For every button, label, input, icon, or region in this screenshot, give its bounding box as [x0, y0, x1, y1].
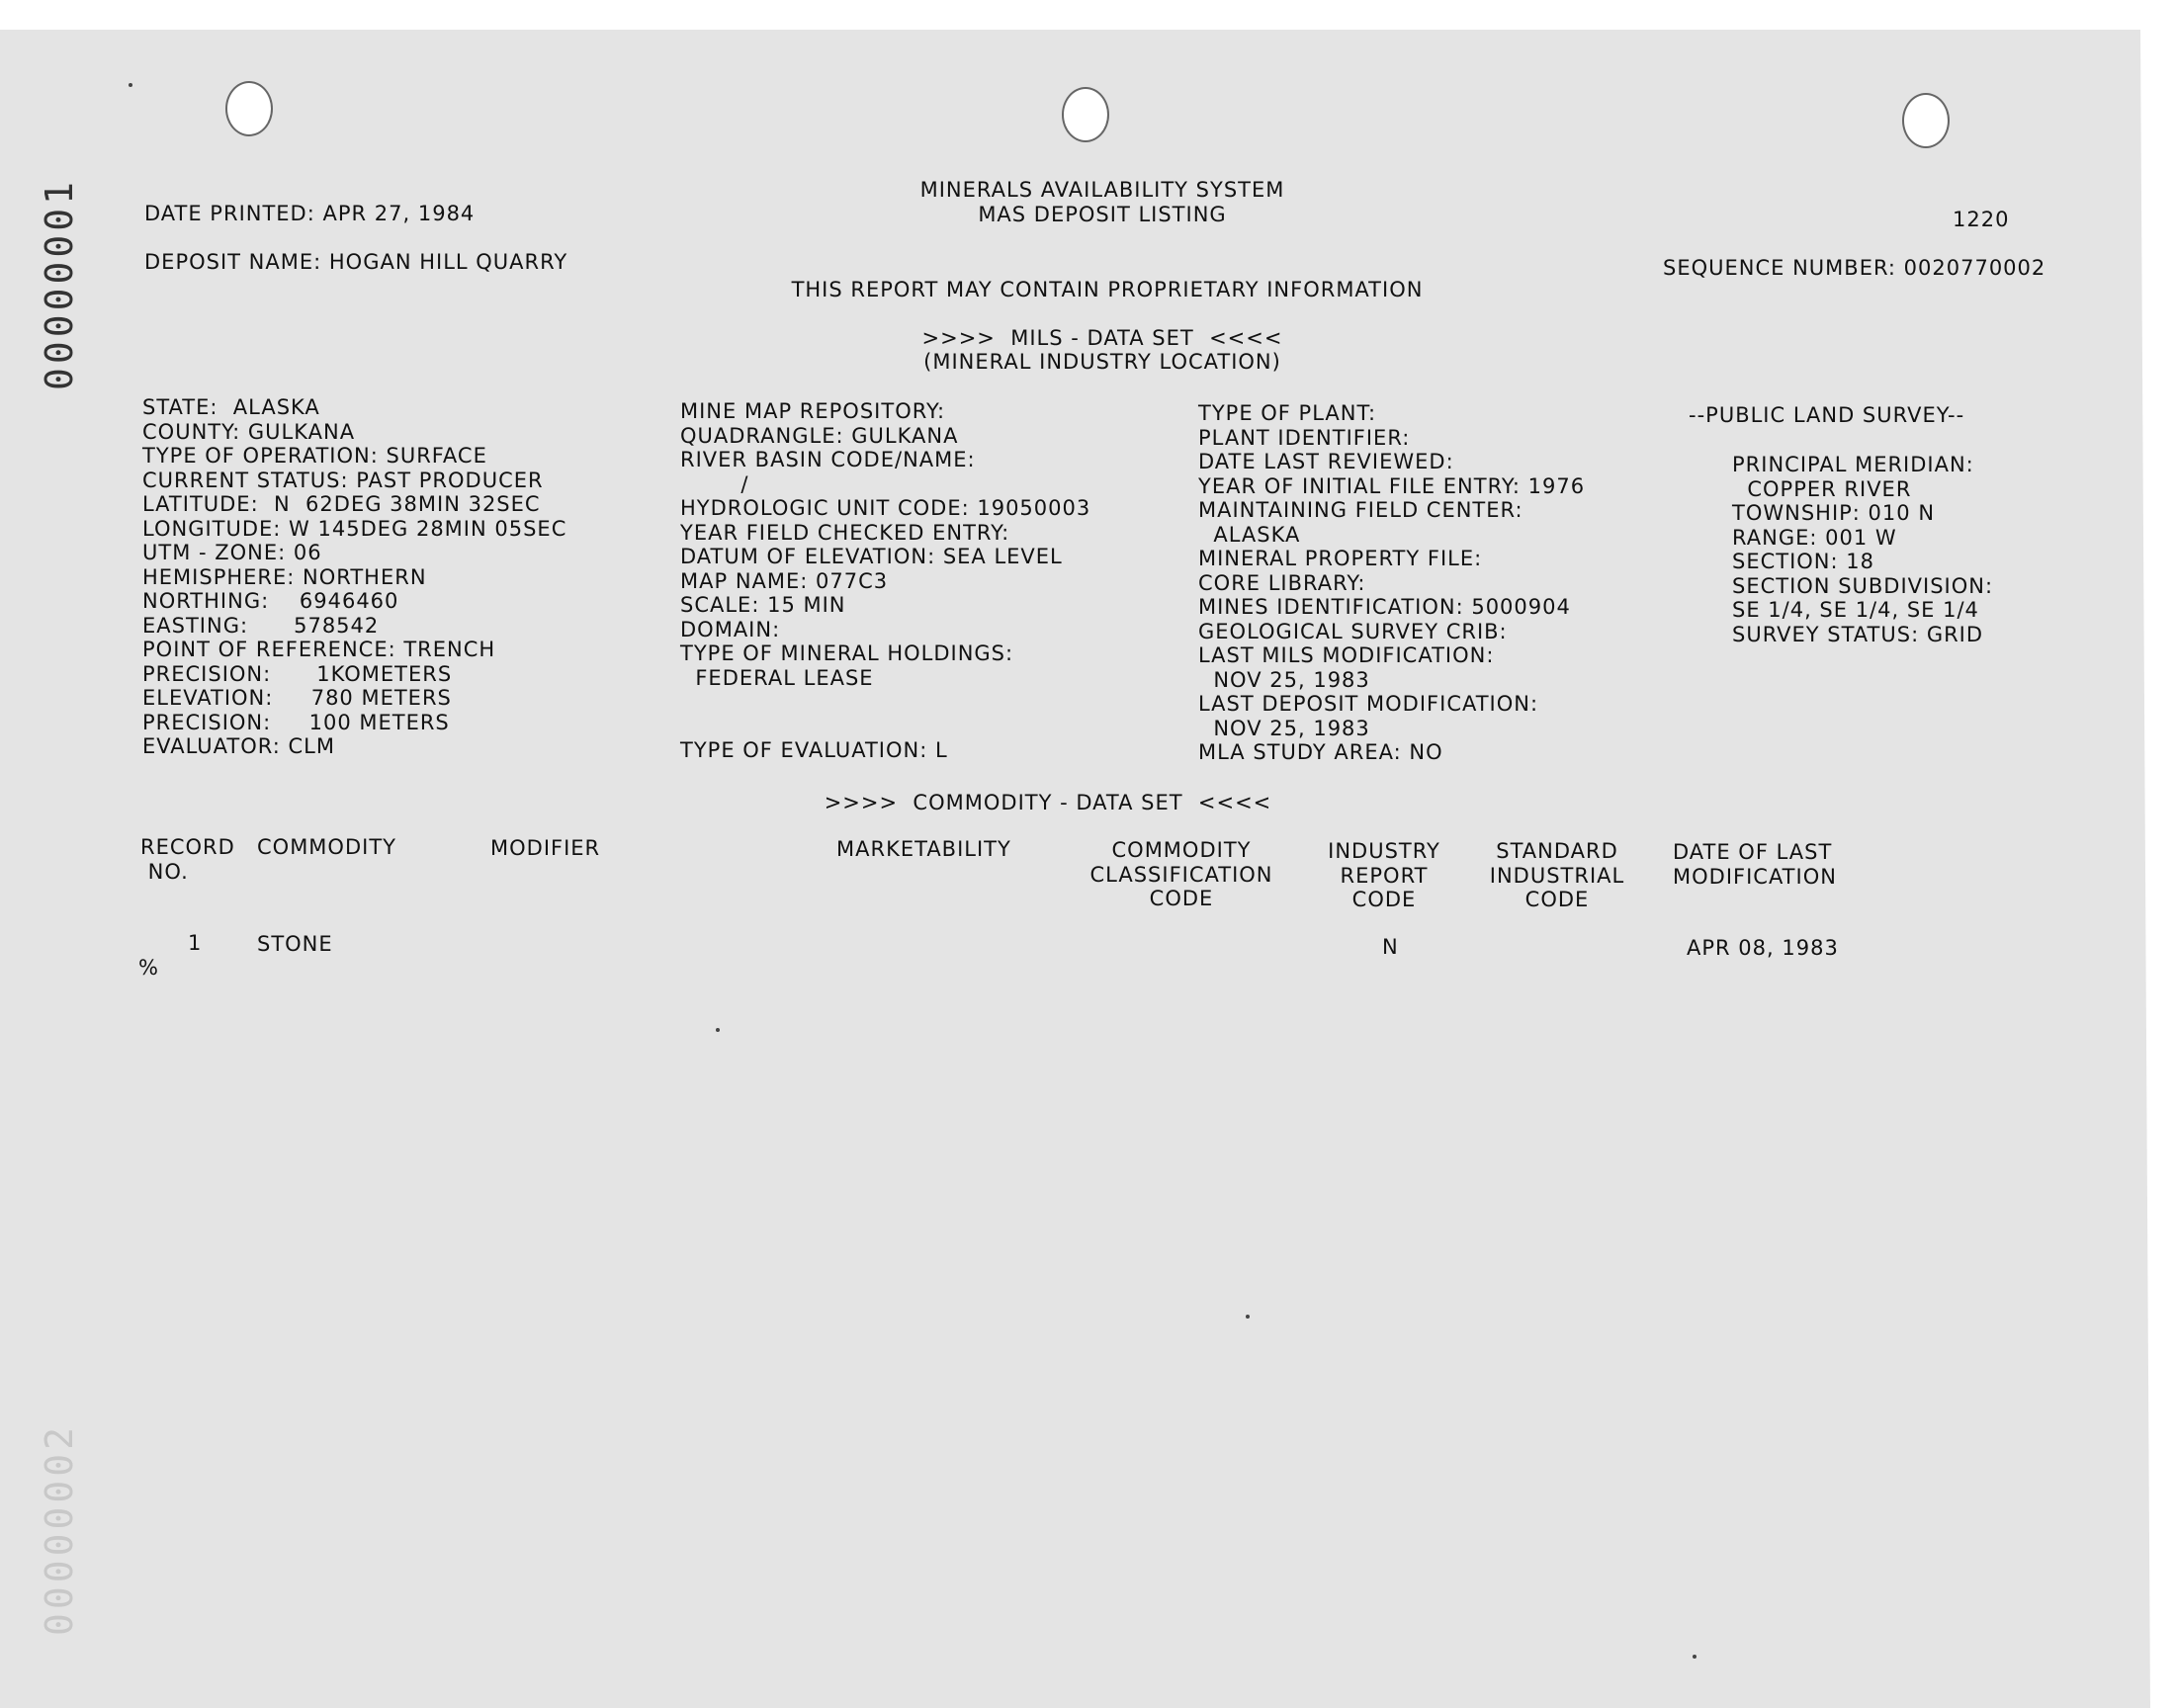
speck [1693, 1655, 1696, 1659]
punch-hole-left [225, 81, 273, 136]
page-number: 1220 [1953, 208, 2010, 231]
punch-hole-center [1062, 87, 1109, 142]
administrative-column: TYPE OF PLANT: PLANT IDENTIFIER: DATE LAST REVIEWED: YEAR OF INITIAL FILE ENTRY: 1976 MAINTAINING FIELD CENTER: ALASKA MINERAL PROPERTY FILE: CORE LIBRARY: MINES IDENTIFICATION: 5000904 GEOLOGICAL SURVEY CRIB: LAST MILS MODIFICATION: NOV 25, 1983 LAST DEPOSIT MODIFICATION: NOV 25, 1983 MLA STUDY AREA: NO [1198, 401, 1586, 764]
reference-column: MINE MAP REPOSITORY: QUADRANGLE: GULKANA RIVER BASIN CODE/NAME: / HYDROLOGIC UNIT CODE: 19050003 YEAR FIELD CHECKED ENTRY: DATUM OF ELEVATION: SEA LEVEL MAP NAME: 077C3 SCALE: 15 MIN DOMAIN: TYPE OF MINERAL HOLDINGS: FEDERAL LEASE TYPE OF EVALUATION: L [680, 399, 1091, 762]
sequence-number: SEQUENCE NUMBER: 0020770002 [1663, 256, 2046, 280]
mils-section-subtitle: (MINERAL INDUSTRY LOCATION) [923, 350, 1281, 374]
row-date: APR 08, 1983 [1687, 936, 1839, 960]
proprietary-notice: THIS REPORT MAY CONTAIN PROPRIETARY INFORMATION [791, 278, 1424, 301]
mils-section-title: >>>> MILS - DATA SET <<<< [921, 326, 1283, 350]
deposit-name: DEPOSIT NAME: HOGAN HILL QUARRY [144, 250, 568, 274]
land-survey-column: PRINCIPAL MERIDIAN: COPPER RIVER TOWNSHIP: 010 N RANGE: 001 W SECTION: 18 SECTION SUBDIVISION: SE 1/4, SE 1/4, SE 1/4 SURVEY STATUS: GRID [1732, 453, 1994, 646]
punch-hole-right [1902, 93, 1950, 148]
date-printed: DATE PRINTED: APR 27, 1984 [144, 202, 476, 225]
end-of-record-marker: % [138, 956, 159, 980]
header-date-last-modification: DATE OF LAST MODIFICATION [1673, 840, 1837, 889]
speck [1246, 1315, 1250, 1319]
margin-stamp-top: 00000001 [38, 178, 81, 391]
land-survey-title: --PUBLIC LAND SURVEY-- [1689, 403, 1965, 427]
header-modifier: MODIFIER [490, 836, 601, 860]
row-industry-code: N [1382, 935, 1399, 959]
row-record-no: 1 [188, 931, 203, 955]
header-industry-report-code: INDUSTRY REPORT CODE [1328, 839, 1440, 911]
margin-stamp-bottom: 00000002 [38, 1423, 81, 1637]
speck [129, 83, 132, 87]
commodity-section-title: >>>> COMMODITY - DATA SET <<<< [824, 791, 1272, 814]
report-page [0, 30, 2175, 1708]
header-marketability: MARKETABILITY [836, 837, 1011, 861]
row-commodity: STONE [257, 932, 333, 956]
listing-title: MAS DEPOSIT LISTING [978, 203, 1227, 226]
header-commodity: COMMODITY [257, 835, 396, 859]
header-standard-industrial-code: STANDARD INDUSTRIAL CODE [1489, 839, 1625, 911]
location-column: STATE: ALASKA COUNTY: GULKANA TYPE OF OPERATION: SURFACE CURRENT STATUS: PAST PRODUCER LATITUDE: N 62DEG 38MIN 32SEC LONGITUDE: W 145DEG 28MIN 05SEC UTM - ZONE: 06 HEMISPHERE: NORTHERN NORTHING: 6946460 EASTING: 578542 POINT OF REFERENCE: TRENCH PRECISION: 1KOMETERS ELEVATION: 780 METERS PRECISION: 100 METERS EVALUATOR: CLM [142, 395, 567, 758]
header-record-no: RECORD NO. [140, 835, 235, 884]
speck [716, 1028, 720, 1032]
header-classification-code: COMMODITY CLASSIFICATION CODE [1089, 838, 1273, 910]
system-title: MINERALS AVAILABILITY SYSTEM [919, 178, 1285, 202]
